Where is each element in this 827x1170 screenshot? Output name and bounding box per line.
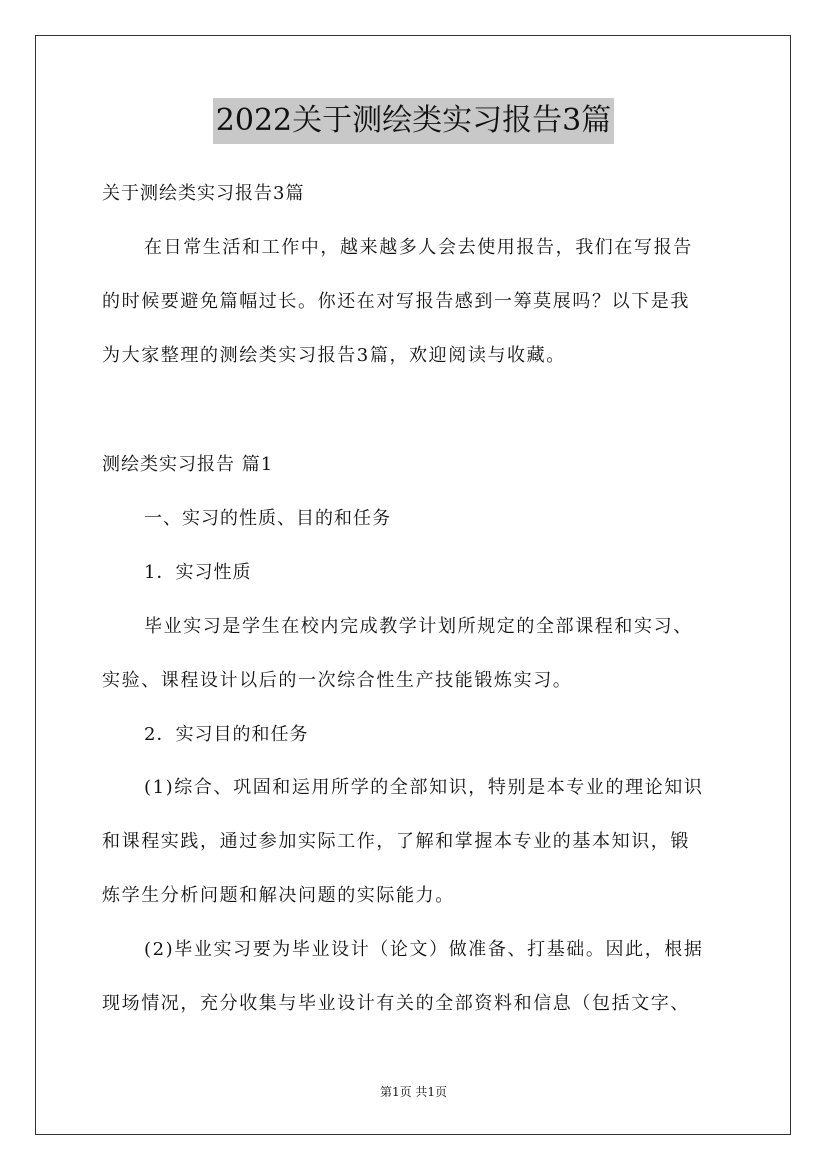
subsection-heading-2: 2．实习目的和任务	[144, 724, 309, 745]
intro-line-1: 在日常生活和工作中，越来越多人会去使用报告，我们在写报告	[144, 237, 693, 258]
title-container	[0, 98, 827, 144]
point1-line-1: (1)综合、巩固和运用所学的全部知识，特别是本专业的理论知识	[144, 777, 704, 798]
document-subtitle: 关于测绘类实习报告3篇	[102, 183, 305, 204]
sub1-line-1: 毕业实习是学生在校内完成教学计划所规定的全部课程和实习、	[144, 616, 693, 637]
intro-line-2: 的时候要避免篇幅过长。你还在对写报告感到一筹莫展吗？以下是我	[102, 291, 690, 312]
document-title: 2022关于测绘类实习报告3篇	[213, 98, 614, 144]
point1-line-3: 炼学生分析问题和解决问题的实际能力。	[102, 885, 455, 906]
point2-line-1: (2)毕业实习要为毕业设计（论文）做准备、打基础。因此，根据	[144, 939, 704, 960]
item-heading: 一、实习的性质、目的和任务	[144, 508, 391, 529]
subsection-heading-1: 1．实习性质	[144, 562, 252, 583]
point2-line-2: 现场情况，充分收集与毕业设计有关的全部资料和信息（包括文字、	[102, 993, 690, 1014]
point1-line-2: 和课程实践，通过参加实际工作，了解和掌握本专业的基本知识，锻	[102, 831, 690, 852]
sub1-line-2: 实验、课程设计以后的一次综合性生产技能锻炼实习。	[102, 670, 573, 691]
page-footer: 第1页 共1页	[379, 1085, 448, 1099]
section-heading: 测绘类实习报告 篇1	[102, 454, 274, 475]
intro-line-3: 为大家整理的测绘类实习报告3篇，欢迎阅读与收藏。	[102, 345, 566, 366]
